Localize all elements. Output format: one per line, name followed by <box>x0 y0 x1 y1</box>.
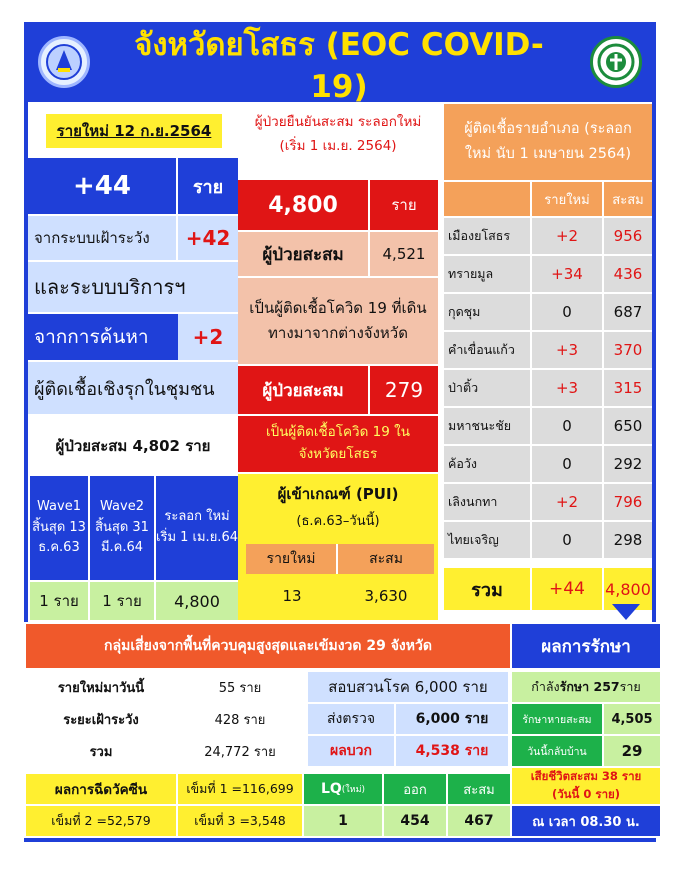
district-title: ผู้ติดเชื้อรายอำเภอ (ระลอกใหม่ นับ 1 เมษายน 2564) <box>444 104 652 180</box>
pui-box <box>238 474 438 620</box>
district-new: +3 <box>532 332 602 368</box>
risk-title: กลุ่มเสี่ยงจากพื้นที่ควบคุมสูงสุดและเข้มงวด 29 จังหวัด <box>26 624 510 668</box>
district-new: +2 <box>532 218 602 254</box>
district-row <box>444 370 652 406</box>
district-sum-new: +44 <box>532 568 602 610</box>
risk-row-label-surveillance: ระยะเฝ้าระวัง <box>63 712 139 728</box>
tested-label: ส่งตรวจ <box>308 704 394 734</box>
total-patients-label: ผู้ป่วยสะสม 4,802 ราย <box>55 437 211 455</box>
lq-header <box>304 774 382 804</box>
lq-label-small: (ใหม่) <box>341 785 366 795</box>
treating-prefix: กำลัง <box>531 679 560 694</box>
risk-row-label-total: รวม <box>89 744 113 760</box>
district-name: ค้อวัง <box>444 446 530 482</box>
district-new-header: รายใหม่ <box>532 182 602 216</box>
surveillance-value: +42 <box>178 216 238 260</box>
district-total: 796 <box>604 484 652 520</box>
district-row <box>444 294 652 330</box>
treating-suffix: ราย <box>619 679 641 694</box>
district-name: เมืองยโสธร <box>444 218 530 254</box>
pui-total-value: 3,630 <box>364 587 408 605</box>
death-box <box>512 768 660 804</box>
district-sum-total: 4,800 <box>604 568 652 610</box>
risk-row-label-today: รายใหม่มาวันนี้ <box>57 680 145 696</box>
pui-new-header: รายใหม่ <box>246 544 338 574</box>
district-row <box>444 256 652 292</box>
risk-row-value-surveillance: 428 ราย <box>214 712 266 728</box>
district-total: 370 <box>604 332 652 368</box>
moph-logo <box>590 36 642 88</box>
lq-label: LQ <box>320 781 342 797</box>
district-name: ป่าติ้ว <box>444 370 530 406</box>
district-total: 687 <box>604 294 652 330</box>
proactive-community-label: ผู้ติดเชื้อเชิงรุกในชุมชน <box>28 362 238 414</box>
district-row <box>444 446 652 482</box>
district-row <box>444 522 652 558</box>
date-label: รายใหม่ 12 ก.ย.2564 <box>46 114 222 148</box>
vaccine-dose2: เข็มที่ 2 =52,579 <box>26 806 176 836</box>
pui-title: ผู้เข้าเกณฑ์ (PUI) <box>277 485 399 503</box>
district-total: 650 <box>604 408 652 444</box>
treating-now <box>512 672 660 702</box>
treating-count: รักษา 257 <box>559 679 620 694</box>
recovered-value: 4,505 <box>604 704 660 734</box>
local-desc: เป็นผู้ติดเชื้อโควิด 19 ในจังหวัดยโสธร <box>238 416 438 472</box>
treatment-title: ผลการรักษา <box>512 624 660 668</box>
district-new: +34 <box>532 256 602 292</box>
frame-edge-right <box>652 102 656 622</box>
positive-label: ผลบวก <box>308 736 394 766</box>
vaccine-dose3: เข็มที่ 3 =3,548 <box>178 806 302 836</box>
local-label: ผู้ป่วยสะสม <box>238 366 370 414</box>
bottom-frame <box>24 838 656 842</box>
district-new: +3 <box>532 370 602 406</box>
wave1-value: 1 ราย <box>30 582 88 620</box>
home-today-value: 29 <box>604 736 660 766</box>
down-arrow-icon <box>612 604 640 620</box>
district-total: 292 <box>604 446 652 482</box>
district-row <box>444 408 652 444</box>
new-wave-value: 4,800 <box>156 582 238 620</box>
confirmed-total: 4,800 <box>238 180 370 230</box>
risk-row-value-today: 55 ราย <box>218 680 262 696</box>
district-total: 298 <box>604 522 652 558</box>
district-new: 0 <box>532 446 602 482</box>
risk-row-value-total: 24,772 ราย <box>204 744 276 760</box>
wave1-label: Wave1 สิ้นสุด 13 ธ.ค.63 <box>30 476 88 580</box>
vaccine-dose1: เข็มที่ 1 =116,699 <box>178 774 302 804</box>
pui-new-value: 13 <box>282 587 302 605</box>
active-search-value: +2 <box>178 314 238 360</box>
district-row <box>444 484 652 520</box>
service-system-label: และระบบบริการฯ <box>28 262 238 312</box>
district-new: 0 <box>532 408 602 444</box>
district-name: ไทยเจริญ <box>444 522 530 558</box>
confirmed-title-line1: ผู้ป่วยยืนยันสะสม ระลอกใหม่ <box>254 114 422 130</box>
district-new: 0 <box>532 522 602 558</box>
new-cases-count: +44 <box>28 158 178 214</box>
district-header-left <box>444 182 530 216</box>
active-search-label: จากการค้นหา <box>28 314 178 360</box>
district-name: คำเขื่อนแก้ว <box>444 332 530 368</box>
district-total: 956 <box>604 218 652 254</box>
vaccine-section <box>26 774 510 836</box>
confirmed-title-line2: (เริ่ม 1 เม.ย. 2564) <box>279 138 397 154</box>
from-other-value: 4,521 <box>370 232 438 276</box>
district-row <box>444 218 652 254</box>
lq-out-header: ออก <box>384 774 446 804</box>
page-header <box>24 22 656 102</box>
pui-total-header: สะสม <box>338 544 434 574</box>
investigation-label: สอบสวนโรค 6,000 ราย <box>308 672 508 702</box>
surveillance-label: จากระบบเฝ้าระวัง <box>28 216 176 260</box>
district-row <box>444 332 652 368</box>
vaccine-label: ผลการฉีดวัคซีน <box>26 774 176 804</box>
treatment-section <box>512 624 660 836</box>
district-new: +2 <box>532 484 602 520</box>
district-name: เลิงนกทา <box>444 484 530 520</box>
new-wave-label: ระลอก ใหม่ เริ่ม 1 เม.ย.64 <box>156 476 238 580</box>
district-rows <box>444 218 652 560</box>
district-new: 0 <box>532 294 602 330</box>
district-name: ทรายมูล <box>444 256 530 292</box>
pui-subtitle: (ธ.ค.63–วันนี้) <box>296 513 380 529</box>
confirmed-unit: ราย <box>370 180 438 230</box>
risk-section <box>26 624 510 774</box>
district-total-header: สะสม <box>604 182 652 216</box>
middle-panel <box>238 102 438 622</box>
from-other-desc: เป็นผู้ติดเชื้อโควิด 19 ที่เดินทางมาจากต่างจังหวัด <box>238 278 438 364</box>
district-name: มหาชนะชัย <box>444 408 530 444</box>
recovered-label: รักษาหายสะสม <box>512 704 602 734</box>
from-other-label: ผู้ป่วยสะสม <box>238 232 370 276</box>
provincial-seal-logo <box>38 36 90 88</box>
left-panel <box>28 102 238 622</box>
death-today: (วันนี้ 0 ราย) <box>551 787 621 801</box>
death-total: เสียชีวิตสะสม 38 ราย <box>530 769 642 783</box>
page-title: จังหวัดยโสธร (EOC COVID-19) <box>134 27 544 102</box>
report-time: ณ เวลา 08.30 น. <box>512 806 660 836</box>
tested-value: 6,000 ราย <box>396 704 508 734</box>
lq-total-header: สะสม <box>448 774 510 804</box>
wave2-value: 1 ราย <box>90 582 154 620</box>
district-total: 436 <box>604 256 652 292</box>
positive-value: 4,538 ราย <box>396 736 508 766</box>
home-today-label: วันนี้กลับบ้าน <box>512 736 602 766</box>
district-sum-label: รวม <box>444 568 530 610</box>
lq-total-value: 467 <box>448 806 510 836</box>
lq-out-value: 454 <box>384 806 446 836</box>
lq-new-value: 1 <box>304 806 382 836</box>
wave2-label: Wave2 สิ้นสุด 31 มี.ค.64 <box>90 476 154 580</box>
local-value: 279 <box>370 366 438 414</box>
district-total: 315 <box>604 370 652 406</box>
district-panel <box>444 102 652 622</box>
district-name: กุดชุม <box>444 294 530 330</box>
new-cases-unit: ราย <box>178 158 238 214</box>
